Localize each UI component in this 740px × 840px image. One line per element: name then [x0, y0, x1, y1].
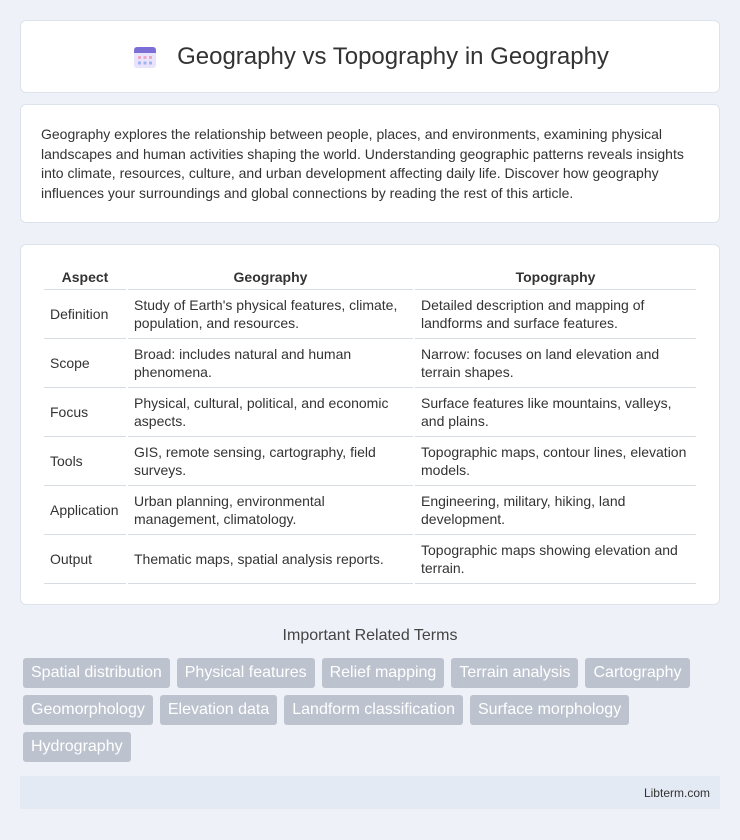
table-cell-geography: Urban planning, environmental management, climatology.: [128, 486, 413, 535]
term-tag[interactable]: Terrain analysis: [451, 658, 578, 688]
related-terms-list: [23, 658, 723, 769]
column-header-topography: Topography: [415, 265, 696, 290]
table-cell-aspect: Scope: [44, 339, 126, 388]
term-tag[interactable]: Physical features: [177, 658, 315, 688]
table-cell-aspect: Focus: [44, 388, 126, 437]
table-cell-aspect: Tools: [44, 437, 126, 486]
table-row: [44, 290, 696, 339]
term-tag[interactable]: Surface morphology: [470, 695, 629, 725]
table-cell-topography: Topographic maps, contour lines, elevation models.: [415, 437, 696, 486]
term-tag[interactable]: Hydrography: [23, 732, 131, 762]
table-row: [44, 339, 696, 388]
term-tag[interactable]: Cartography: [585, 658, 689, 688]
term-tag[interactable]: Geomorphology: [23, 695, 153, 725]
table-row: [44, 486, 696, 535]
column-header-aspect: Aspect: [44, 265, 126, 290]
page-title: Geography vs Topography in Geography: [177, 42, 609, 70]
table-row: [44, 535, 696, 584]
table-cell-geography: Thematic maps, spatial analysis reports.: [128, 535, 413, 584]
table-cell-aspect: Output: [44, 535, 126, 584]
term-tag[interactable]: Relief mapping: [322, 658, 445, 688]
intro-card: [20, 104, 720, 223]
table-cell-topography: Narrow: focuses on land elevation and terrain shapes.: [415, 339, 696, 388]
calendar-grid-icon: [131, 43, 159, 71]
page-footer: [20, 776, 720, 809]
page-header: [20, 20, 720, 93]
table-row: [44, 388, 696, 437]
related-terms-title: Important Related Terms: [282, 627, 458, 644]
term-tag[interactable]: Elevation data: [160, 695, 277, 725]
table-cell-geography: Physical, cultural, political, and economic aspects.: [128, 388, 413, 437]
table-cell-topography: Engineering, military, hiking, land development.: [415, 486, 696, 535]
table-cell-topography: Topographic maps showing elevation and terrain.: [415, 535, 696, 584]
comparison-table: [42, 265, 698, 584]
table-cell-aspect: Definition: [44, 290, 126, 339]
column-header-geography: Geography: [128, 265, 413, 290]
table-cell-aspect: Application: [44, 486, 126, 535]
comparison-card: [20, 244, 720, 605]
term-tag[interactable]: Spatial distribution: [23, 658, 170, 688]
footer-site-link[interactable]: Libterm.com: [643, 785, 710, 800]
table-header-row: [44, 265, 696, 290]
intro-text: Geography explores the relationship between people, places, and environments, examining physical landscapes and human activities shaping the world. Understanding geographic patterns reveals insights into climate, resources, culture, and urban development affecting daily life. Discover how geography influences your surroundings and global connections by reading the rest of this article.: [41, 126, 684, 201]
term-tag[interactable]: Landform classification: [284, 695, 463, 725]
table-row: [44, 437, 696, 486]
table-cell-geography: Study of Earth's physical features, climate, population, and resources.: [128, 290, 413, 339]
table-cell-geography: Broad: includes natural and human phenomena.: [128, 339, 413, 388]
table-cell-topography: Surface features like mountains, valleys, and plains.: [415, 388, 696, 437]
table-cell-topography: Detailed description and mapping of landforms and surface features.: [415, 290, 696, 339]
table-cell-geography: GIS, remote sensing, cartography, field surveys.: [128, 437, 413, 486]
